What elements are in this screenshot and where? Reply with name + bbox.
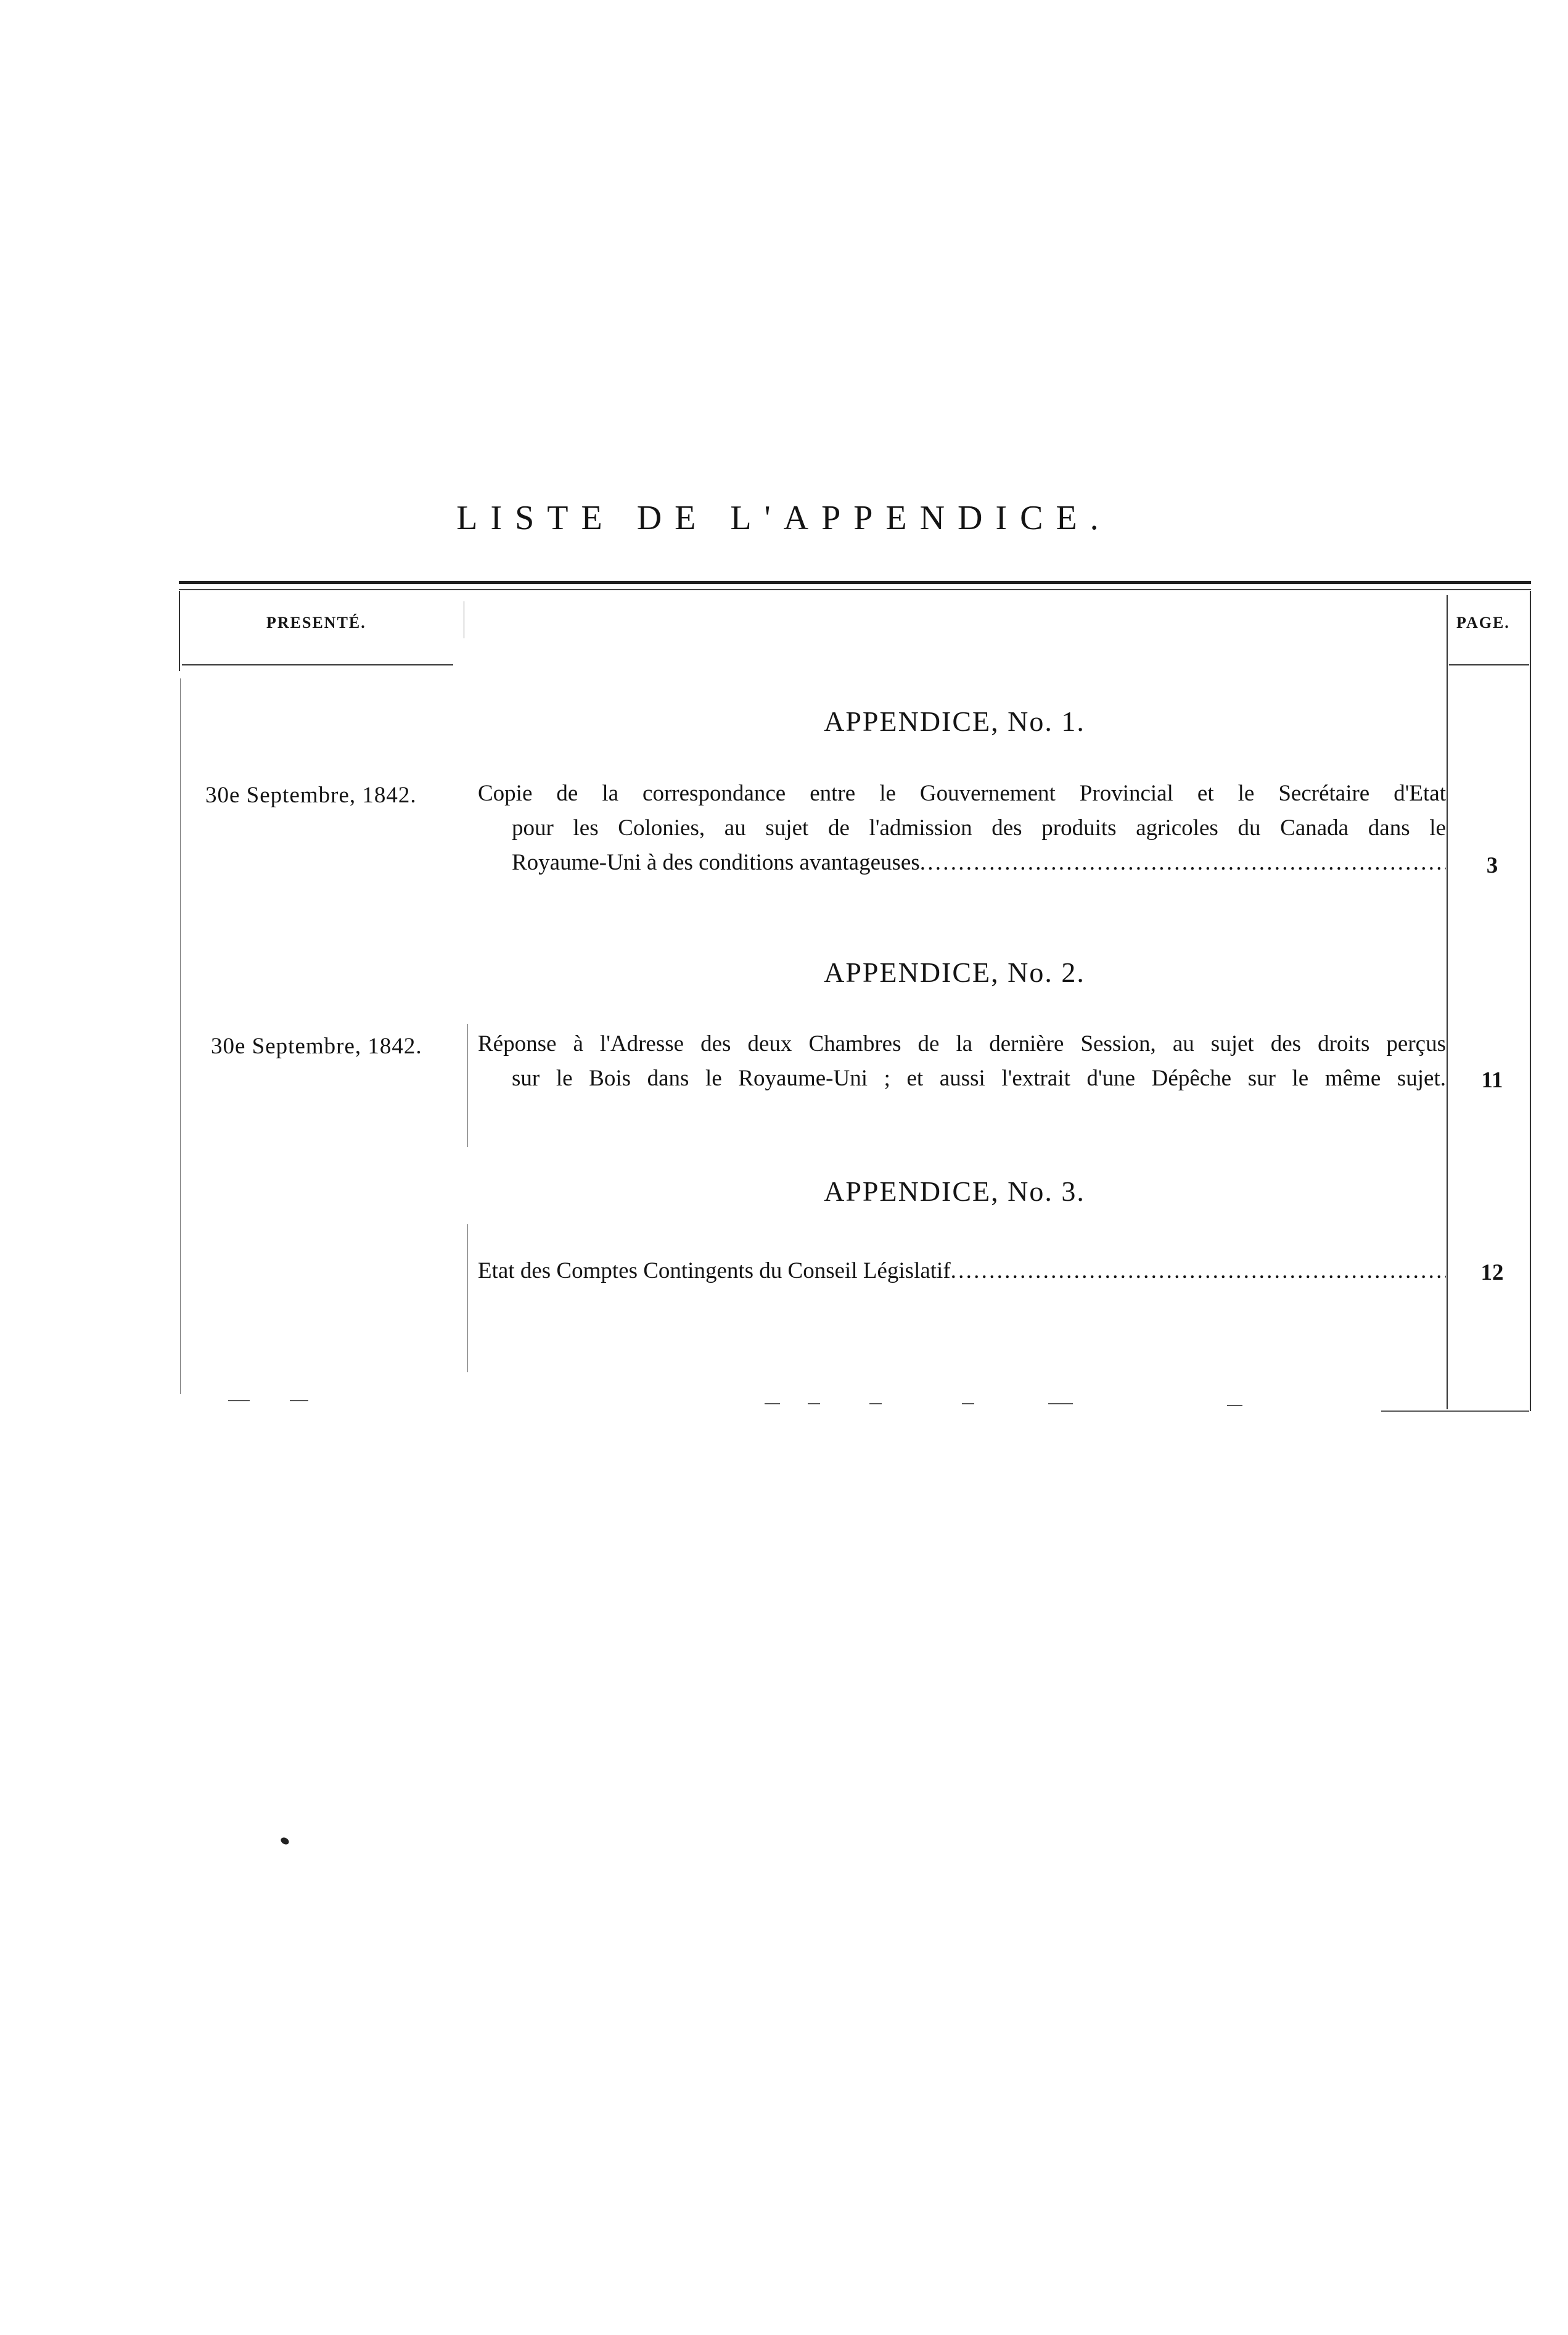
header-rule-left — [182, 664, 453, 665]
page-column-divider — [1447, 595, 1448, 1409]
appendix-3-line-1 — [478, 1256, 1446, 1287]
appendix-1-leader-dots — [920, 847, 1446, 878]
appendix-1-date: 30e Septembre, 1842. — [205, 783, 417, 808]
appendix-2-heading: APPENDICE, No. 2. — [824, 957, 1085, 988]
bottom-dash — [869, 1403, 882, 1404]
bottom-dash — [290, 1400, 308, 1401]
appendix-2-line-1: Réponse à l'Adresse des deux Chambres de la dernière Session, au sujet des droits perçus — [478, 1031, 1446, 1056]
table-right-border — [1530, 591, 1531, 1411]
page-column-header: PAGE. — [1456, 614, 1510, 632]
appendix-1-line-3-text: Royaume-Uni à des conditions avantageuses — [512, 850, 920, 875]
date-column-divider-low — [467, 1224, 468, 1372]
table-left-border — [179, 591, 180, 671]
ink-speck — [279, 1836, 290, 1846]
table-bottom-rule — [1381, 1410, 1529, 1412]
header-rule-right — [1449, 664, 1529, 665]
bottom-dash — [962, 1403, 974, 1404]
appendix-3-heading: APPENDICE, No. 3. — [824, 1176, 1085, 1207]
bottom-dash — [765, 1403, 780, 1404]
appendix-1-line-3 — [512, 847, 1446, 878]
bottom-dash — [1227, 1405, 1242, 1406]
bottom-dash — [228, 1400, 250, 1401]
table-top-rule — [179, 581, 1531, 584]
bottom-dash — [808, 1403, 820, 1404]
appendix-3-leader-dots — [951, 1256, 1446, 1287]
appendix-2-date: 30e Septembre, 1842. — [211, 1034, 422, 1059]
table-left-border-lower — [180, 678, 181, 1394]
presented-column-header: PRESENTÉ. — [266, 614, 366, 632]
page-title: LISTE DE L'APPENDICE. — [456, 499, 1112, 537]
appendix-2-line-2: sur le Bois dans le Royaume-Uni ; et aussi l'extrait d'une Dépêche sur le même sujet. — [512, 1066, 1446, 1091]
appendix-3-page: 12 — [1480, 1260, 1504, 1285]
appendix-3-line-1-text: Etat des Comptes Contingents du Conseil Législatif — [478, 1258, 951, 1283]
appendix-1-page: 3 — [1486, 853, 1498, 878]
bottom-dash — [1048, 1403, 1073, 1404]
table-top-rule-thin — [179, 589, 1531, 590]
appendix-1-line-2: pour les Colonies, au sujet de l'admission des produits agricoles du Canada dans le — [512, 815, 1446, 841]
appendix-1-line-1: Copie de la correspondance entre le Gouvernement Provincial et le Secrétaire d'Etat — [478, 781, 1446, 806]
appendix-1-heading: APPENDICE, No. 1. — [824, 706, 1085, 737]
appendix-2-page: 11 — [1481, 1068, 1503, 1093]
date-column-divider-mid — [467, 1024, 468, 1147]
